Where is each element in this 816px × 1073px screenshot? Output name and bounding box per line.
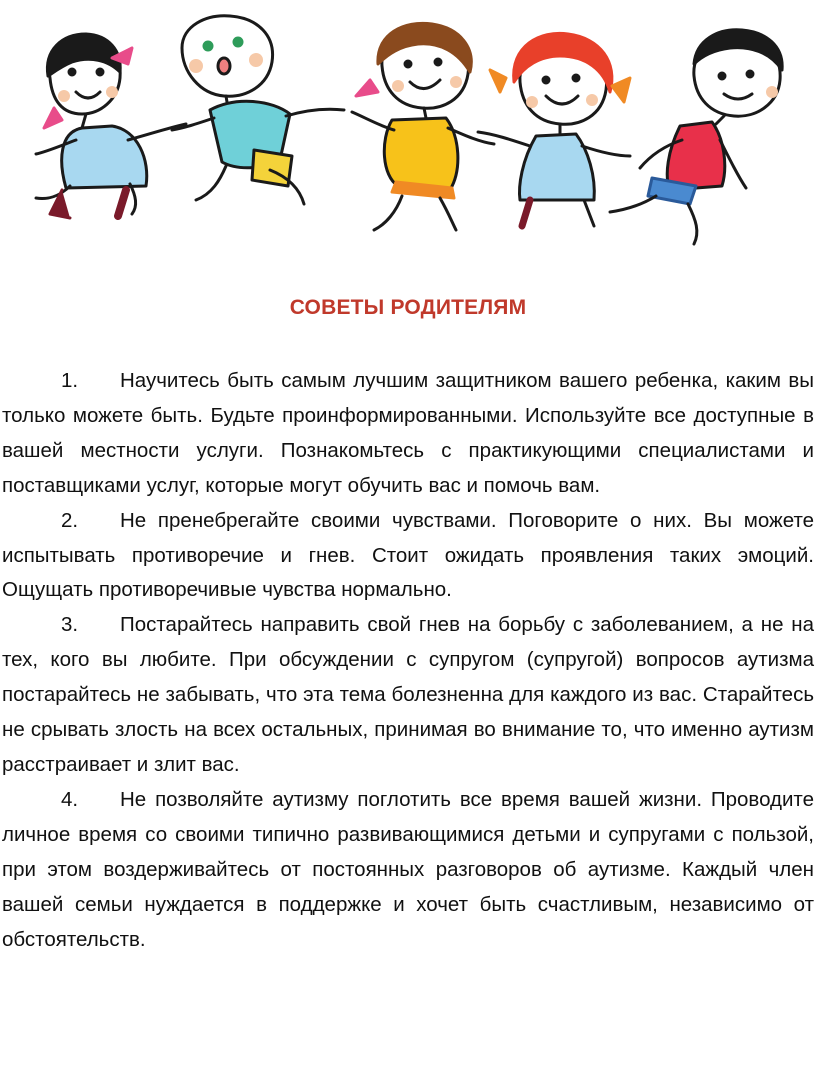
tip-item-4: [2, 783, 814, 958]
child-3-figure: [352, 23, 494, 230]
tip-number: 4.: [61, 787, 79, 811]
tip-item-3: [2, 608, 814, 783]
child-2-figure: [172, 16, 344, 204]
tip-item-1: [2, 364, 814, 504]
child-4-figure: [478, 33, 630, 226]
child-1-figure: [36, 34, 186, 218]
tips-list: [2, 364, 814, 957]
tip-text: Научитесь быть самым лучшим защитником вашего ребенка, каким вы только можете быть. Будьте проинформированными. Используйте все доступные в вашей местности услуги. Познакомьтесь с практикующими специалистами и поставщиками услуг, которые могут обучить вас и помочь вам.: [2, 369, 814, 497]
tip-item-2: [2, 504, 814, 609]
child-5-figure: [610, 30, 782, 244]
tip-text: Не позволяйте аутизму поглотить все время вашей жизни. Проводите личное время со своими типично развивающимися детьми и супругами с пользой, при этом воздерживайтесь от постоянных разговоров об аутизме. Каждый член вашей семьи нуждается в поддержке и хочет быть счастливым, независимо от обстоятельств.: [2, 787, 814, 951]
tip-number: 3.: [61, 613, 79, 637]
tip-number: 2.: [61, 508, 79, 532]
tip-number: 1.: [61, 369, 79, 392]
page-title: СОВЕТЫ РОДИТЕЛЯМ: [289, 296, 527, 319]
tip-text: Не пренебрегайте своими чувствами. Поговорите о них. Вы можете испытывать противоречие и гнев. Стоит ожидать проявления таких эмоций. Ощущать противоречивые чувства нормально.: [2, 508, 814, 602]
dancing-children-illustration: [0, 0, 816, 265]
tip-text: Постарайтесь направить свой гнев на борьбу с заболеванием, а не на тех, кого вы любите. При обсуждении с супругом (супругой) вопросов аутизма постарайтесь не забывать, что эта тема болезненна для каждого из вас. Старайтесь не срывать злость на всех остальных, принимая во внимание то, что именно аутизм расстраивает и злит вас.: [2, 613, 814, 776]
